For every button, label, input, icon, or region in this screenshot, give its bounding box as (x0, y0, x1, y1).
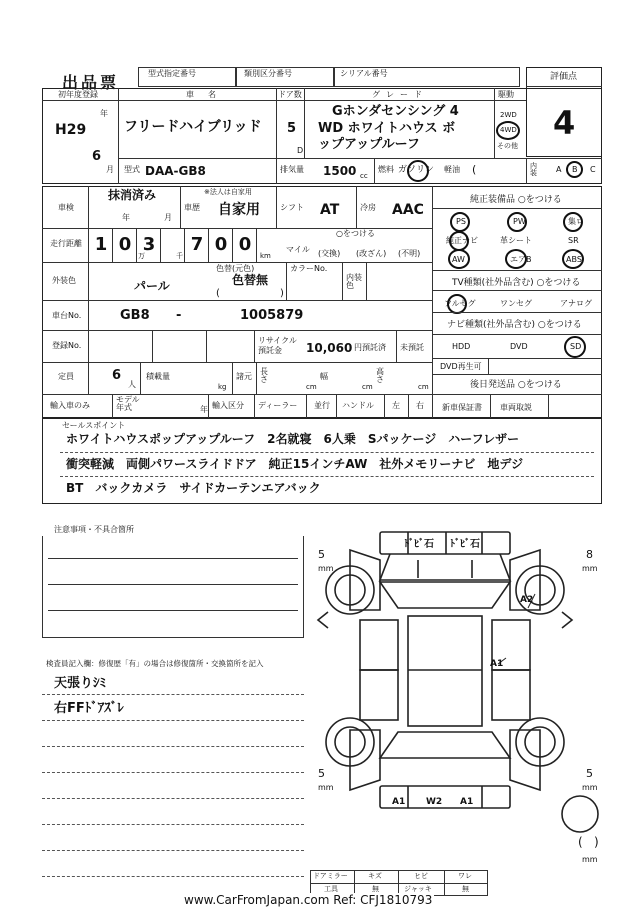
manual-item: 車両取説 (500, 403, 532, 412)
handle-left: 左 (392, 401, 400, 410)
dvd-label: DVD再生可 (440, 362, 482, 371)
later-title: 後日発送品 ○をつける (470, 380, 562, 390)
model-year-unit: 年 (200, 405, 208, 414)
equip-airbag-circle (505, 249, 527, 269)
rating-label: 評価点 (550, 72, 578, 82)
meter-title: ○をつける (336, 229, 375, 238)
insp-year-unit: 年 (122, 213, 130, 222)
navi-sd-circle (564, 336, 586, 358)
vehicle-label: 車検 (58, 203, 74, 212)
page-title: 出品票 (62, 73, 120, 92)
sales-line-1: ホワイトハウスポップアップルーフ 2名就寝 6人乗 Sパッケージ ハーフレザー (66, 432, 520, 446)
tread-fr-unit: mm (582, 564, 598, 573)
equip-title: 純正装備品 ○をつける (470, 195, 562, 205)
legend-header-4: ワレ (458, 872, 472, 880)
navi-hdd: HDD (452, 342, 471, 351)
grade-line1: Gホンダセンシング 4 (332, 104, 459, 119)
height-unit: cm (418, 383, 429, 391)
rating-value: 4 (553, 104, 576, 142)
displacement-label: 排気量 (280, 165, 304, 174)
equip-lock-circle (563, 212, 583, 232)
equip-airbag: エアB (510, 255, 532, 264)
capacity-label: 定員 (58, 372, 74, 381)
sales-label: セールスポイント (62, 421, 126, 430)
mileage-unit-km: km (260, 252, 271, 260)
car-name: フリードハイブリッド (124, 119, 262, 135)
sales-line-2: 衝突軽減 両側パワースライドドア 純正15インチAW 社外メモリーナビ 地デジ (66, 457, 524, 471)
mark-a2: A2 (520, 595, 534, 605)
model-type: DAA-GB8 (145, 164, 206, 178)
length-label: 長さ (260, 367, 268, 384)
displacement: 1500 (323, 164, 357, 178)
month-unit: 月 (106, 165, 114, 174)
drive-2wd: 2WD (500, 111, 517, 119)
drive-4wd: 4WD (500, 126, 517, 134)
meter-rollback: (改ざん) (356, 249, 387, 258)
equip-abs-circle (562, 249, 584, 269)
tv-oneseg: ワンセグ (500, 299, 532, 308)
caution-box (42, 536, 304, 638)
displacement-unit: cc (360, 172, 368, 180)
navi-sd: SD (570, 342, 582, 351)
legend-header-2: キズ (368, 872, 382, 880)
shift-value: AT (320, 202, 340, 218)
interior-c: C (590, 165, 596, 174)
diesel-paren: ( (472, 163, 477, 176)
tv-analog: アナログ (560, 299, 592, 308)
serial-label: シリアル番号 (340, 69, 388, 78)
ac-label: 冷房 (360, 203, 376, 212)
import-type-label: 輸入区分 (212, 401, 244, 410)
sales-line-3: BT バックカメラ サイドカーテンエアバック (66, 481, 321, 495)
chassis-label: 車台No. (52, 311, 82, 320)
usage-label: 車歴 (184, 203, 200, 212)
navi-dvd: DVD (510, 342, 528, 351)
capacity-value: 6 (112, 368, 122, 383)
mileage-digit-1: 1 (94, 234, 108, 255)
doors-value: 5 (287, 121, 297, 136)
spare-close: ) (594, 835, 599, 849)
grade-line2: WD ホワイトハウス ボ (318, 121, 456, 136)
dealer-option: ディーラー (258, 401, 298, 410)
equip-sr: SR (568, 236, 579, 245)
chassis-dash: - (176, 308, 182, 323)
tv-full-circle (447, 294, 467, 314)
repaint-value: 色替無 (232, 273, 269, 287)
usage-note: ※法人は自家用 (204, 188, 252, 196)
year-unit: 年 (100, 109, 108, 118)
equip-abs: ABS (566, 255, 582, 264)
tread-fr: 8 (586, 548, 593, 561)
tread-rr-unit: mm (582, 783, 598, 792)
meter-unknown: (不明) (398, 249, 421, 258)
mileage-digit-4: 7 (190, 234, 204, 255)
recycle-amount: 10,060 (306, 341, 353, 355)
fuel-value: ガソリン (398, 165, 435, 175)
equip-pw-circle (507, 212, 527, 232)
reg-label: 登録No. (52, 341, 82, 350)
color-value: パール (134, 279, 170, 293)
interior-color-label: 内装色 (346, 273, 362, 290)
model-year-label: モデル年式 (116, 395, 140, 412)
model-cert-label: 型式指定番号 (148, 69, 196, 78)
tread-rl: 5 (318, 767, 325, 780)
first-reg-label: 初年度登録 (58, 90, 98, 99)
mark-a1-rear-left: A1 (392, 797, 406, 807)
height-label: 高さ (376, 367, 384, 384)
spare-open: ( (578, 835, 583, 849)
interior-b: B (572, 165, 578, 174)
equip-ps-circle (450, 212, 470, 232)
meter-exchange: (交換) (318, 249, 341, 258)
equip-navi: 純正ナビ (446, 236, 478, 245)
handle-right: 右 (416, 401, 424, 410)
recycle-unit: 円預託済 (354, 343, 386, 352)
legend-value-4: 無 (462, 885, 469, 893)
mark-w2: W2 (426, 797, 443, 807)
legend-value-1: 工具 (324, 885, 338, 893)
mileage-unit-man: 万 (138, 252, 145, 260)
usage-value: 自家用 (218, 202, 260, 218)
inspection-status: 抹消済み (108, 188, 157, 202)
drive-other: その他 (497, 142, 518, 150)
grade-label: グレード (372, 90, 428, 99)
doors-label: ドア数 (278, 90, 302, 99)
mark-chip-1: ﾄﾞﾋﾞ石 (404, 539, 434, 550)
mileage-digit-2: 0 (118, 234, 132, 255)
drive-4wd-circle (496, 121, 520, 140)
color-label: 外装色 (52, 276, 76, 285)
mileage-digit-5: 0 (214, 234, 228, 255)
chassis-model: GB8 (120, 308, 150, 323)
mileage-digit-3: 3 (142, 234, 156, 255)
equip-pw: PW (513, 217, 526, 226)
recycle-label: リサイクル預託金 (258, 336, 297, 355)
mark-chip-2: ﾄﾞﾋﾞ石 (450, 539, 480, 550)
chassis-number: 1005879 (240, 308, 304, 323)
handle-label: ハンドル (342, 401, 374, 410)
repaint-open: ( (216, 288, 220, 299)
spare-unit: mm (582, 855, 598, 864)
equip-lock: 集ロ (568, 217, 584, 226)
mark-a1-door: A1 (490, 659, 504, 669)
doors-sub: D (297, 146, 304, 155)
inspector-entry-2: 右FFﾄﾞｱｽﾞﾚ (54, 701, 124, 716)
ac-value: AAC (392, 202, 424, 218)
width-label: 幅 (320, 372, 328, 381)
equip-leather: 革シート (500, 236, 532, 245)
fuel-circle (407, 160, 429, 182)
model-type-label: 型式 (124, 165, 140, 174)
equip-aw: AW (452, 255, 465, 264)
tread-rr: 5 (586, 767, 593, 780)
capacity-unit: 人 (128, 380, 136, 389)
navi-title: ナビ種類(社外品含む) ○をつける (447, 320, 582, 330)
first-reg-month: 6 (92, 149, 102, 164)
legend-header-3: ヒビ (414, 872, 428, 880)
diesel-label: 軽油 (444, 165, 460, 174)
car-damage-diagram (310, 520, 610, 860)
warranty-item: 新車保証書 (442, 403, 482, 412)
inspector-entry-1: 天張りｼﾐ (54, 676, 107, 691)
footer-watermark: www.CarFromJapan.com Ref: CFJ1810793 (184, 893, 433, 907)
tread-rl-unit: mm (318, 783, 334, 792)
inspector-label: 検査員記入欄：修復歴「有」の場合は修復箇所・交換箇所を記入 (46, 659, 264, 668)
car-name-label: 車名 (186, 90, 230, 99)
tv-title: TV種類(社外品含む) ○をつける (452, 278, 581, 288)
legend-header-1: ドアミラー (313, 872, 348, 880)
interior-a: A (556, 165, 562, 174)
mileage-unit-sen: 千 (176, 252, 183, 260)
length-unit: cm (306, 383, 317, 391)
legend-value-2: 無 (372, 885, 379, 893)
repaint-label: 色替(元色) (216, 264, 255, 273)
legend-value-3: ジャッキ (404, 885, 432, 893)
width-unit: cm (362, 383, 373, 391)
interior-label: 内装 (530, 162, 537, 177)
tread-fl: 5 (318, 548, 325, 561)
meter-miles: マイル (286, 245, 310, 254)
grade-line3: ップアップルーフ (318, 137, 420, 152)
color-no-label: カラーNo. (290, 264, 328, 273)
fuel-label: 燃料 (378, 165, 394, 174)
recycle-unpaid: 未預託 (400, 343, 424, 352)
mileage-label: 走行距離 (50, 239, 82, 248)
load-unit: kg (218, 383, 227, 391)
mileage-digit-6: 0 (238, 234, 252, 255)
equip-navi-circle (449, 231, 469, 251)
import-label: 輸入車のみ (50, 401, 90, 410)
first-reg-year: H29 (55, 122, 87, 138)
parallel-option: 並行 (314, 401, 330, 410)
shift-label: シフト (280, 203, 304, 212)
repaint-close: ) (280, 288, 284, 299)
dims-label: 諸元 (236, 372, 252, 381)
caution-label: 注意事項・不具合箇所 (54, 525, 134, 534)
equip-ps: PS (456, 217, 466, 226)
equip-aw-circle (448, 249, 470, 269)
mark-a1-rear-right: A1 (460, 797, 474, 807)
drive-label: 駆動 (498, 90, 514, 99)
tread-fl-unit: mm (318, 564, 334, 573)
interior-b-circle (566, 161, 583, 178)
load-label: 積載量 (146, 372, 170, 381)
tv-full: フルセグ (444, 299, 476, 308)
class-label: 類別区分番号 (244, 69, 292, 78)
insp-month-unit: 月 (164, 213, 172, 222)
